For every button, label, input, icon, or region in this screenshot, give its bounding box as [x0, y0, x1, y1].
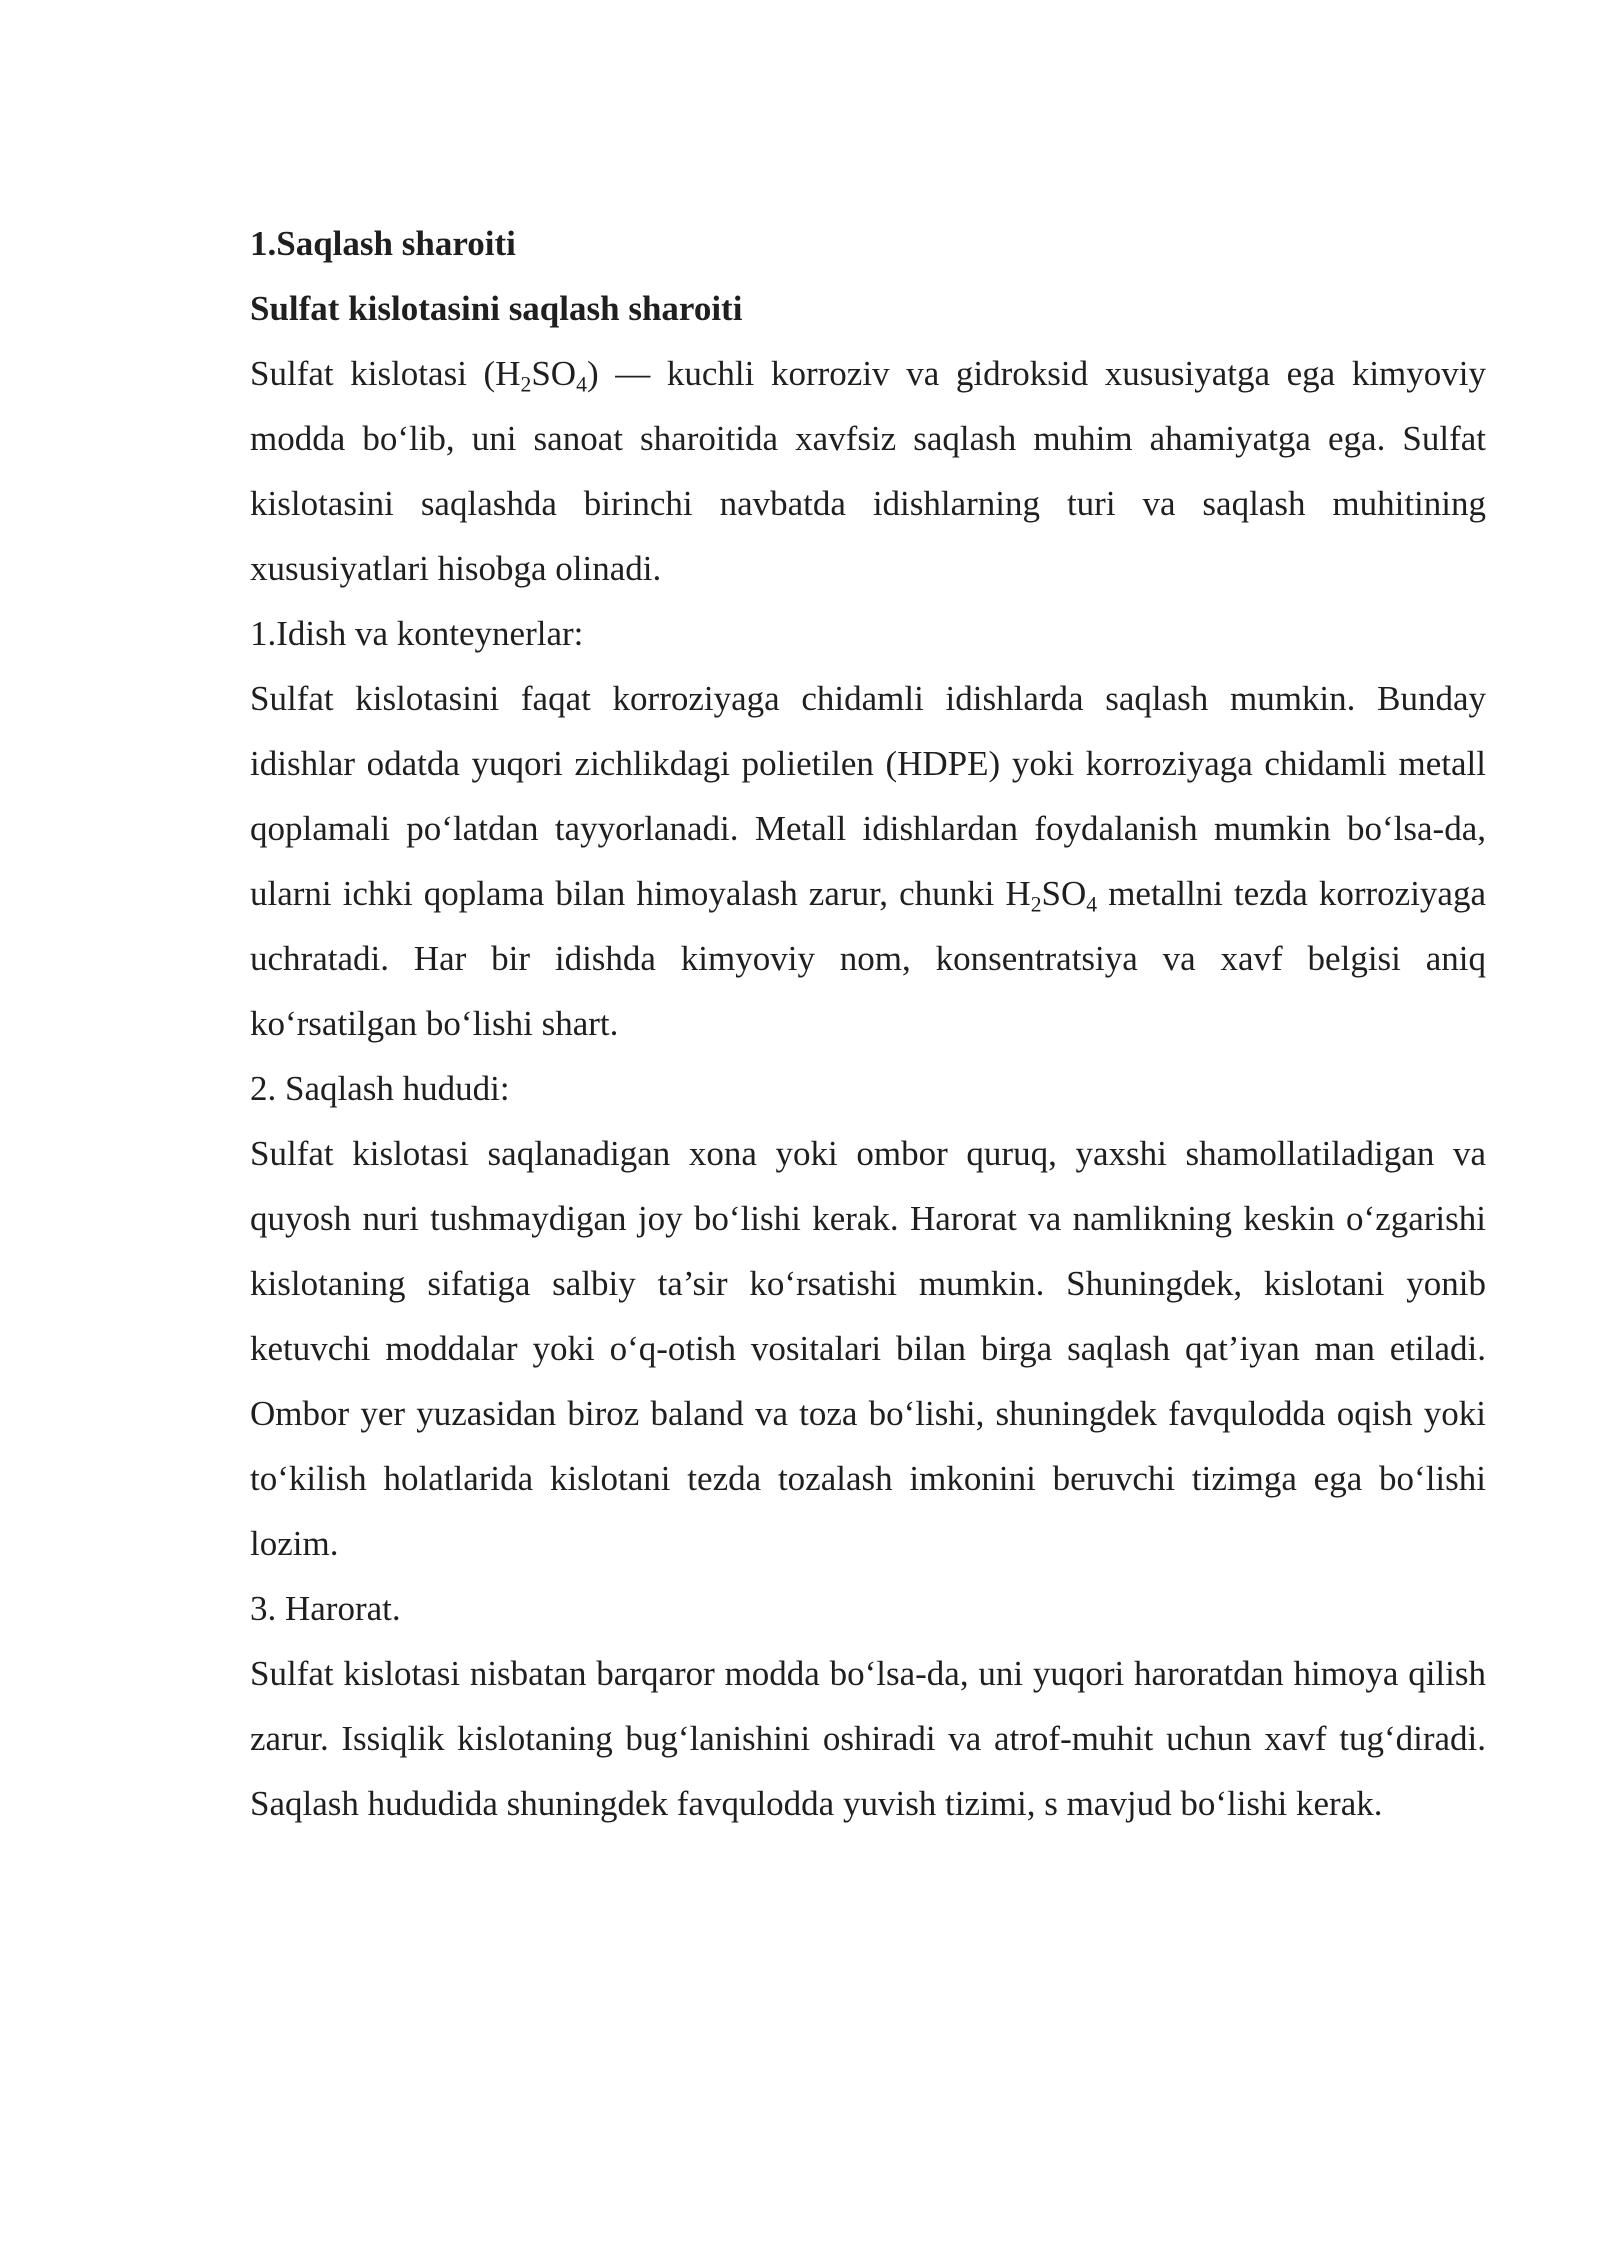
document-page: [250, 211, 1486, 1836]
formula-h2so4: $H_2SO_4$: [495, 354, 587, 397]
containers-text-end: metallni tezda korroziyaga uchratadi. Har bir idishda kimyoviy nom, konsentratsiya va xavf belgisi aniq ko‘rsatilgan bo‘lishi shart.: [250, 874, 1486, 1043]
section-subheading: Sulfat kislotasini saqlash sharoiti: [250, 289, 743, 328]
formula-h2so4: $H_2SO_4$: [1005, 874, 1098, 917]
paragraph-containers: [250, 666, 1486, 1056]
paragraph-temperature: Sulfat kislotasi nisbatan barqaror modda bo‘lsa-da, uni yuqori haroratdan himoya qilish zarur. Issiqlik kislotaning bug‘lanishini oshiradi va atrof-muhit uchun xavf tug‘diradi. Saqlash hududida shuningdek favqulodda yuvish tizimi, s mavjud bo‘lishi kerak.: [250, 1654, 1486, 1823]
paragraph-storage-area: Sulfat kislotasi saqlanadigan xona yoki ombor quruq, yaxshi shamollatiladigan va quyosh nuri tushmaydigan joy bo‘lishi kerak. Harorat va namlikning keskin o‘zgarishi kislotaning sifatiga salbiy ta’sir ko‘rsatishi mumkin. Shuningdek, kislotani yonib ketuvchi moddalar yoki o‘q-otish vositalari bilan birga saqlash qat’iyan man etiladi. Ombor yer yuzasidan biroz baland va toza bo‘lishi, shuningdek favqulodda oqish yoki to‘kilish holatlarida kislotani tezda tozalash imkonini beruvchi tizimga ega bo‘lishi lozim.: [250, 1134, 1486, 1563]
intro-text-start: Sulfat kislotasi (: [250, 354, 496, 393]
section-heading: 1.Saqlash sharoiti: [250, 224, 516, 263]
subsection-label-storage-area: 2. Saqlash hududi:: [250, 1069, 510, 1108]
subsection-label-containers: 1.Idish va konteynerlar:: [250, 614, 584, 653]
subsection-label-temperature: 3. Harorat.: [250, 1589, 401, 1628]
intro-text-end: ) — kuchli korroziv va gidroksid xususiyatga ega kimyoviy modda bo‘lib, uni sanoat sharoitida xavfsiz saqlash muhim ahamiyatga ega. Sulfat kislotasini saqlashda birinchi navbatda idishlarning turi va saqlash muhitining xususiyatlari hisobga olinadi.: [250, 354, 1487, 588]
containers-text-start: Sulfat kislotasini faqat korroziyaga chidamli idishlarda saqlash mumkin. Bunday idishlar odatda yuqori zichlikdagi polietilen (HDPE) yoki korroziyaga chidamli metall qoplamali po‘latdan tayyorlanadi. Metall idishlardan foydalanish mumkin bo‘lsa-da, ularni ichki qoplama bilan himoyalash zarur, chunki: [250, 679, 1486, 913]
intro-paragraph: [250, 341, 1486, 601]
